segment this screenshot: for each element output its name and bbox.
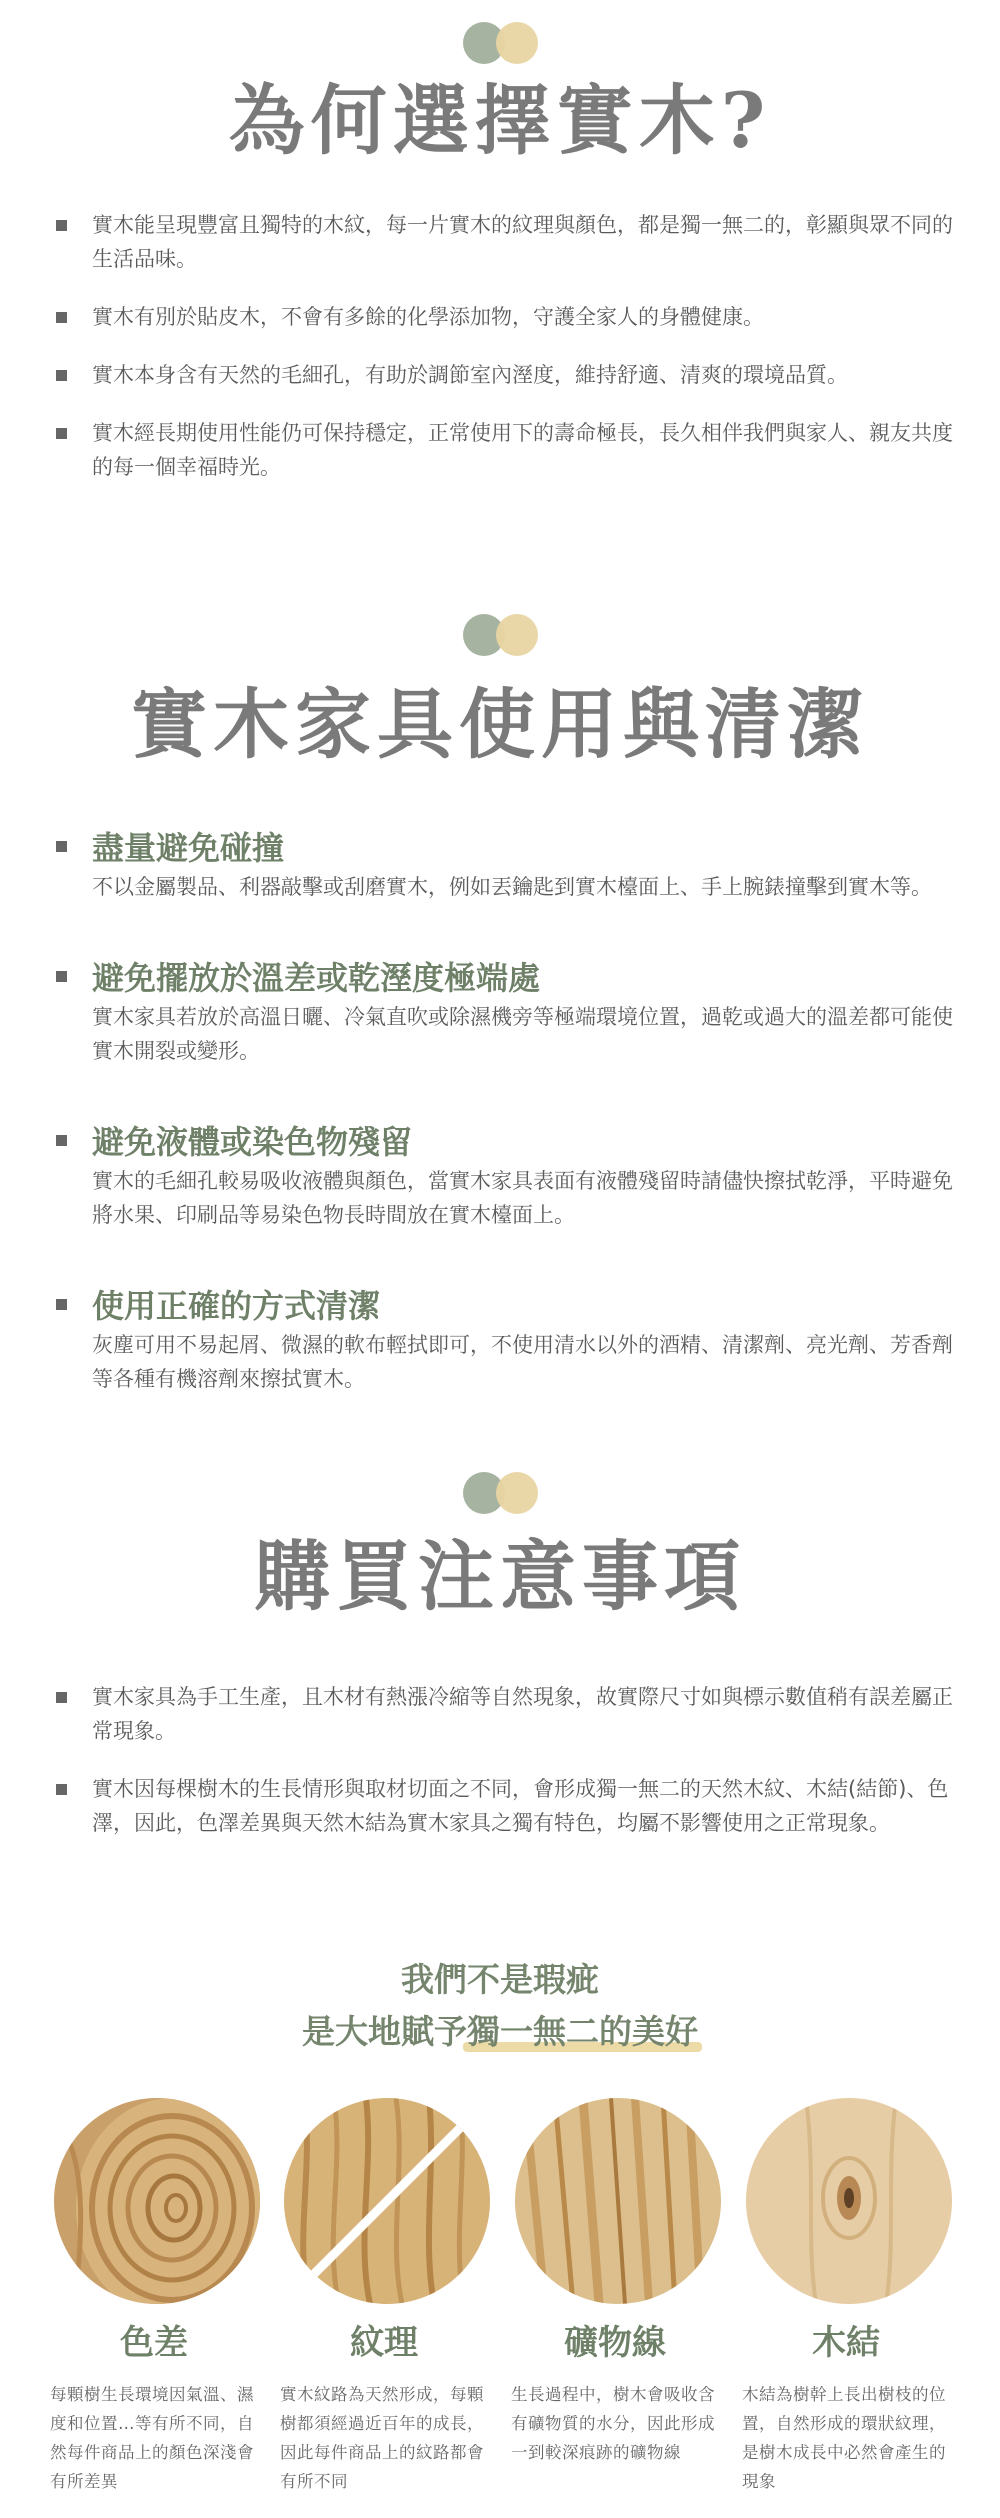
section-title-usage-cleaning: 實木家具使用與清潔 — [131, 680, 869, 769]
list-item: 實木家具為手工生產，且木材有熱漲冷縮等自然現象，故實際尺寸如與標示數值稍有誤差屬正常現象。 — [56, 1680, 956, 1748]
wood-grain-image — [284, 2098, 490, 2304]
usage-cleaning-list — [56, 826, 956, 1448]
why-solid-wood-list — [56, 208, 956, 508]
section-title-why-solid-wood: 為何選擇實木? — [228, 76, 772, 165]
item-text: 實木家具若放於高溫日曬、冷氣直吹或除濕機旁等極端環境位置，過乾或過大的溫差都可能使實木開裂或變形。 — [92, 1005, 953, 1063]
decorative-dots — [0, 1472, 1000, 1516]
tagline-prefix: 是大地賦予 — [302, 2012, 467, 2051]
feature-card-grain — [280, 2098, 488, 2496]
decorative-dots — [0, 614, 1000, 658]
list-item: 實木因每棵樹木的生長情形與取材切面之不同，會形成獨一無二的天然木紋、木結(結節)、色澤，因此，色澤差異與天然木結為實木家具之獨有特色，均屬不影響使用之正常現象。 — [56, 1772, 956, 1840]
purchase-notes-list — [56, 1680, 956, 1864]
tagline-highlight: 獨一無二的美好 — [467, 2006, 698, 2058]
mineral-streak-image — [515, 2098, 721, 2304]
feature-card-knot — [742, 2098, 950, 2496]
wood-color-difference-image — [54, 2098, 260, 2304]
list-item: 實木能呈現豐富且獨特的木紋，每一片實木的紋理與顏色，都是獨一無二的，彰顯與眾不同的生活品味。 — [56, 208, 956, 276]
item-heading: 避免擺放於溫差或乾溼度極端處 — [92, 959, 541, 997]
item-text: 實木的毛細孔較易吸收液體與顏色，當實木家具表面有液體殘留時請儘快擦拭乾淨，平時避免將水果、印刷品等易染色物長時間放在實木檯面上。 — [92, 1169, 953, 1227]
list-item — [56, 956, 956, 1068]
item-text: 灰塵可用不易起屑、微濕的軟布輕拭即可，不使用清水以外的酒精、清潔劑、亮光劑、芳香劑等各種有機溶劑來擦拭實木。 — [92, 1333, 953, 1391]
wood-knot-image — [746, 2098, 952, 2304]
yellow-dot-icon — [496, 1472, 538, 1514]
feature-title: 木結 — [812, 2323, 880, 2363]
list-item: 實木經長期使用性能仍可保持穩定，正常使用下的壽命極長，長久相伴我們與家人、親友共度的每一個幸福時光。 — [56, 416, 956, 484]
feature-text: 每顆樹生長環境因氣溫、濕度和位置…等有所不同，自然每件商品上的顏色深淺會有所差異 — [50, 2385, 254, 2491]
feature-text: 實木紋路為天然形成，每顆樹都須經過近百年的成長，因此每件商品上的紋路都會有所不同 — [280, 2385, 484, 2491]
tagline-line-2 — [0, 2006, 1000, 2058]
yellow-dot-icon — [496, 22, 538, 64]
feature-title: 色差 — [120, 2323, 188, 2363]
yellow-dot-icon — [496, 614, 538, 656]
feature-title: 紋理 — [350, 2323, 418, 2363]
feature-card-mineral — [511, 2098, 719, 2467]
item-heading: 避免液體或染色物殘留 — [92, 1123, 413, 1161]
decorative-dots — [0, 22, 1000, 66]
tagline-line-1: 我們不是瑕疵 — [401, 1960, 599, 1999]
list-item — [56, 1284, 956, 1396]
feature-title: 礦物線 — [564, 2323, 666, 2363]
section-title-purchase-notes: 購買注意事項 — [254, 1532, 746, 1621]
feature-text: 生長過程中，樹木會吸收含有礦物質的水分，因此形成一到較深痕跡的礦物線 — [511, 2385, 715, 2462]
feature-text: 木結為樹幹上長出樹枝的位置，自然形成的環狀紋理，是樹木成長中必然會產生的現象 — [742, 2385, 946, 2491]
item-text: 不以金屬製品、利器敲擊或刮磨實木，例如丟鑰匙到實木檯面上、手上腕錶撞擊到實木等。 — [92, 875, 932, 899]
wood-features — [50, 2098, 950, 2518]
feature-card-color — [50, 2098, 258, 2496]
item-heading: 使用正確的方式清潔 — [92, 1287, 381, 1325]
list-item: 實木本身含有天然的毛細孔，有助於調節室內溼度，維持舒適、清爽的環境品質。 — [56, 358, 956, 392]
tagline — [0, 1954, 1000, 2058]
item-heading: 盡量避免碰撞 — [92, 829, 285, 867]
list-item: 實木有別於貼皮木，不會有多餘的化學添加物，守護全家人的身體健康。 — [56, 300, 956, 334]
list-item — [56, 826, 956, 904]
list-item — [56, 1120, 956, 1232]
